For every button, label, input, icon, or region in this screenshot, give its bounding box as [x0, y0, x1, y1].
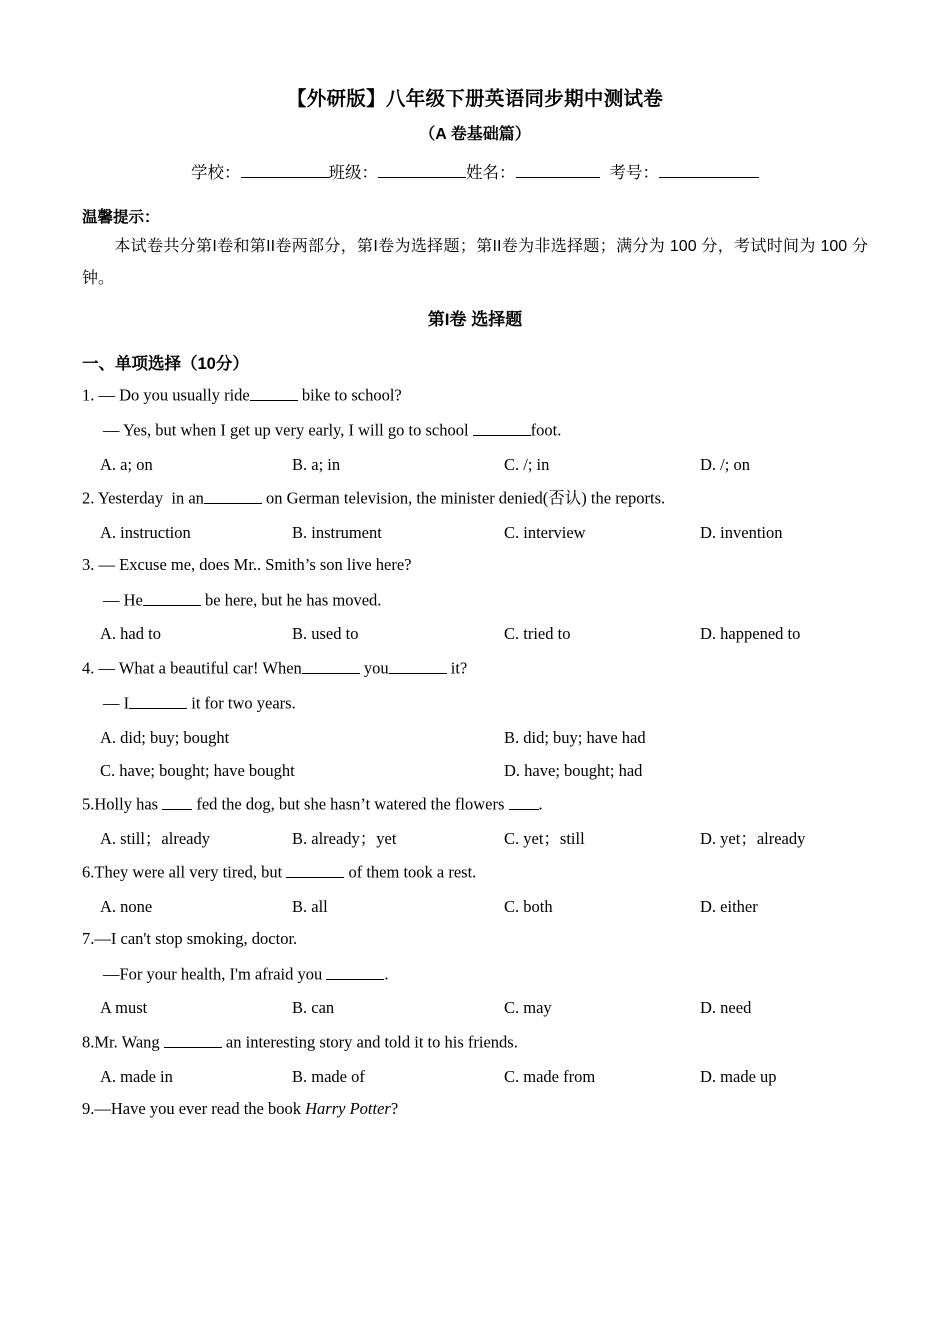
option-choice[interactable]: A. instruction: [100, 522, 191, 542]
question-text-pre: 6.They were all very tired, but: [82, 863, 287, 883]
info-blank-school[interactable]: [241, 161, 329, 178]
option-choice[interactable]: B. can: [292, 998, 335, 1018]
student-info-line: [82, 159, 868, 183]
option-choice[interactable]: B. all: [292, 896, 328, 916]
question-text-pre: —For your health, I'm afraid you: [103, 964, 327, 984]
option-choice[interactable]: C. interview: [504, 522, 586, 542]
answer-blank-1[interactable]: [473, 419, 531, 436]
question-text-pre: 2. Yesterday in an: [82, 488, 204, 508]
question-block: [82, 1099, 868, 1120]
info-blank-exam-number[interactable]: [659, 161, 759, 178]
question-stem: [82, 657, 868, 679]
question-block: [82, 929, 868, 1018]
question-sub-line: [82, 692, 868, 714]
info-blank-class[interactable]: [378, 161, 466, 178]
option-choice[interactable]: D. have; bought; had: [504, 760, 643, 780]
option-row: [82, 523, 868, 543]
option-choice[interactable]: C. yet；still: [504, 828, 585, 848]
answer-blank-1[interactable]: [204, 487, 262, 504]
question-sub-line: [82, 419, 868, 441]
info-field-name: [466, 159, 610, 183]
option-choice[interactable]: C. may: [504, 998, 552, 1018]
option-choice[interactable]: C. have; bought; have bought: [100, 760, 295, 780]
option-choice[interactable]: B. did; buy; have had: [504, 727, 646, 747]
question-text-post: it for two years.: [187, 694, 296, 714]
answer-blank-1[interactable]: [162, 793, 192, 810]
option-choice[interactable]: D. happened to: [700, 624, 801, 644]
option-choice[interactable]: C. tried to: [504, 624, 571, 644]
option-choice[interactable]: C. made from: [504, 1066, 596, 1086]
question-text-pre: 5.Holly has: [82, 794, 163, 814]
option-choice[interactable]: B. a; in: [292, 454, 341, 474]
option-row: [82, 1067, 868, 1087]
info-label-school: 学校：: [191, 163, 241, 182]
option-choice[interactable]: B. instrument: [292, 522, 382, 542]
question-text-pre: 1. — Do you usually ride: [82, 385, 250, 405]
answer-blank-1[interactable]: [250, 384, 298, 401]
option-row: [82, 624, 868, 644]
question-stem: [82, 793, 868, 815]
info-label-exam-number: 考号：: [609, 163, 659, 182]
option-row: [82, 998, 868, 1018]
option-choice[interactable]: B. used to: [292, 624, 359, 644]
question-stem: [82, 384, 868, 406]
option-choice[interactable]: D. /; on: [700, 454, 750, 474]
paper-section-title: 第I卷 选择题: [427, 309, 523, 329]
question-text-post: bike to school?: [297, 385, 402, 405]
question-text-post: you: [359, 658, 389, 678]
option-choice[interactable]: A. had to: [100, 624, 161, 644]
part-one-title: 一、单项选择（10分）: [82, 354, 249, 373]
question-text-post: an interesting story and told it to his friends.: [221, 1032, 518, 1052]
option-row: [82, 897, 868, 917]
question-text-post2: .: [538, 794, 543, 814]
question-text-post: of them took a rest.: [344, 863, 477, 883]
option-choice[interactable]: A. made in: [100, 1066, 173, 1086]
info-blank-name[interactable]: [516, 161, 600, 178]
question-block: [82, 793, 868, 848]
option-row: [82, 455, 868, 475]
answer-blank-1[interactable]: [326, 963, 384, 980]
question-text-pre: 8.Mr. Wang: [82, 1032, 164, 1052]
document-subtitle: （A 卷基础篇）: [419, 126, 531, 144]
answer-blank-1[interactable]: [129, 692, 187, 709]
option-choice[interactable]: B. made of: [292, 1066, 365, 1086]
option-choice[interactable]: A. none: [100, 896, 153, 916]
question-block: [82, 861, 868, 916]
question-block: [82, 1031, 868, 1086]
question-sub-line: [82, 589, 868, 611]
question-text-pre: 9.—Have you ever read the book: [82, 1099, 306, 1119]
option-choice[interactable]: D. made up: [700, 1066, 777, 1086]
option-row: [82, 829, 868, 849]
notice-body-text: 本试卷共分第I卷和第II卷两部分，第I卷为选择题；第II卷为非选择题；满分为 100 分，考试时间为 100 分钟。: [82, 237, 868, 287]
option-choice[interactable]: C. both: [504, 896, 553, 916]
option-choice[interactable]: B. already；yet: [292, 828, 397, 848]
answer-blank-2[interactable]: [389, 657, 447, 674]
question-stem: [82, 1031, 868, 1053]
book-title-italic: Harry Potter: [305, 1099, 391, 1119]
question-block: [82, 384, 868, 474]
answer-blank-1[interactable]: [164, 1031, 222, 1048]
question-text-post: be here, but he has moved.: [200, 590, 382, 610]
question-text-pre: 7.—I can't stop smoking, doctor.: [82, 929, 298, 949]
notice-body: [82, 231, 868, 295]
question-stem: [82, 861, 868, 883]
answer-blank-2[interactable]: [509, 793, 539, 810]
document-title: 【外研版】八年级下册英语同步期中测试卷: [286, 88, 664, 110]
question-text-pre: 3. — Excuse me, does Mr.. Smith’s son live here?: [82, 555, 412, 575]
option-choice[interactable]: A must: [100, 998, 148, 1018]
option-choice[interactable]: A. still；already: [100, 828, 210, 848]
question-stem: [82, 487, 868, 509]
option-choice[interactable]: D. either: [700, 896, 758, 916]
question-block: [82, 487, 868, 542]
info-label-class: 班级：: [328, 163, 378, 182]
option-choice[interactable]: D. need: [700, 998, 752, 1018]
option-choice[interactable]: D. yet；already: [700, 828, 806, 848]
question-text-post: fed the dog, but she hasn’t watered the flowers: [192, 794, 509, 814]
question-text-post: foot.: [530, 420, 562, 440]
option-choice[interactable]: A. a; on: [100, 454, 153, 474]
info-field-school: [191, 159, 329, 183]
info-field-class: [329, 159, 467, 183]
info-label-name: 姓名：: [466, 163, 516, 182]
question-sub-line: [82, 963, 868, 985]
question-text-pre: — I: [103, 694, 130, 714]
question-stem: [82, 555, 868, 576]
question-stem: [82, 929, 868, 950]
question-text-pre: 4. — What a beautiful car! When: [82, 658, 302, 678]
option-choice[interactable]: D. invention: [700, 522, 783, 542]
question-text-post: ?: [390, 1099, 399, 1119]
page-content: [82, 0, 868, 1120]
question-block: [82, 657, 868, 780]
question-text-pre: — He: [103, 590, 143, 610]
question-block: [82, 555, 868, 644]
option-choice[interactable]: C. /; in: [504, 454, 550, 474]
answer-blank-1[interactable]: [302, 657, 360, 674]
question-text-post: .: [384, 964, 389, 984]
question-text-post2: it?: [446, 658, 468, 678]
question-text-pre: — Yes, but when I get up very early, I will go to school: [103, 420, 473, 440]
questions-list: [82, 384, 868, 1120]
question-stem: [82, 1099, 868, 1120]
answer-blank-1[interactable]: [286, 861, 344, 878]
option-choice[interactable]: A. did; buy; bought: [100, 727, 230, 747]
info-field-exam-number: [610, 159, 760, 183]
answer-blank-1[interactable]: [143, 589, 201, 606]
question-text-post: on German television, the minister denied(否认) the reports.: [261, 488, 666, 508]
notice-label: 温馨提示：: [82, 208, 160, 226]
option-row: [82, 761, 868, 781]
option-row: [82, 728, 868, 748]
